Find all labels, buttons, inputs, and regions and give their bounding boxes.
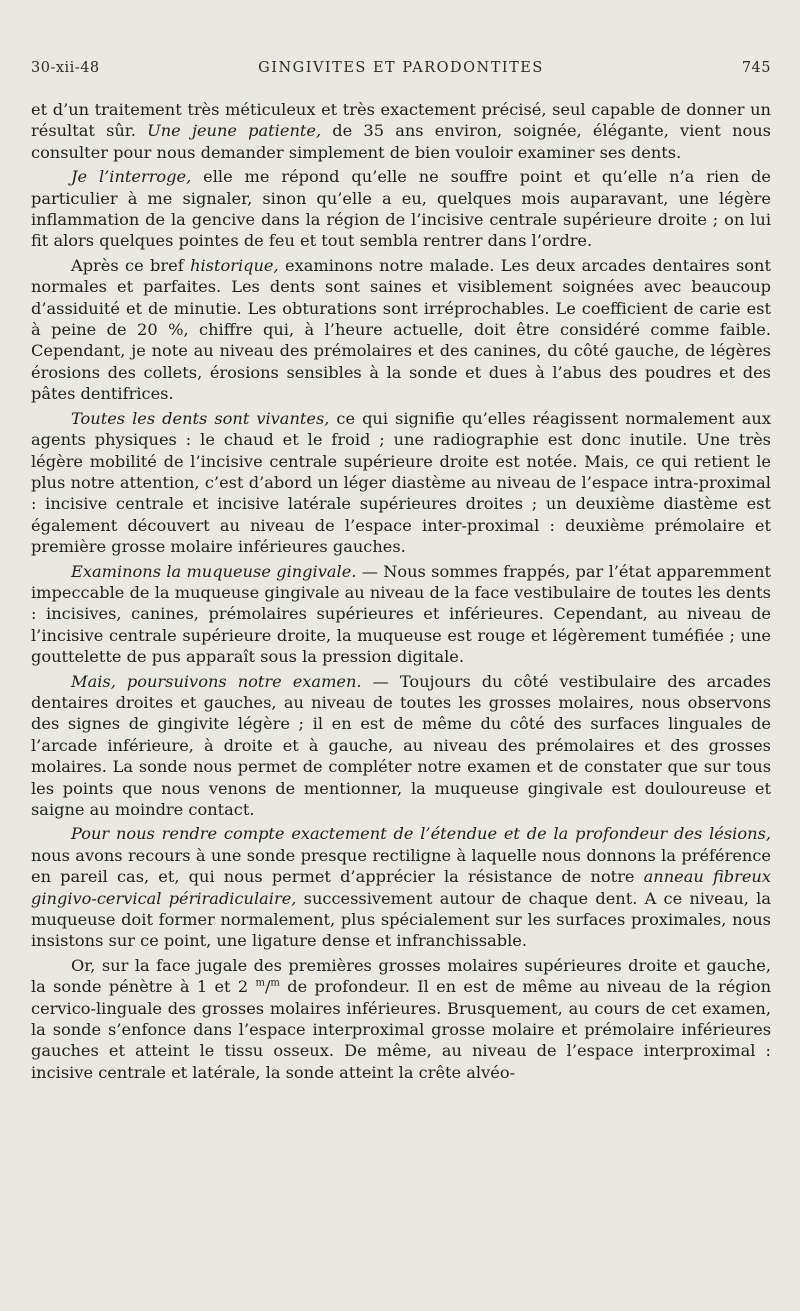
italic-phrase: Examinons la muqueuse gingivale.: [71, 561, 357, 581]
page-number: 745: [741, 60, 771, 76]
text-run: de 35 ans environ, soignée, élégante, vient nous consulter pour nous demander simplement de bien vouloir examiner ses dents.: [31, 121, 771, 162]
text-run: examinons notre malade. Les deux arcades dentaires sont normales et parfaites. Les dents sont saines et visiblement soignées avec beaucoup d’assiduité et de minutie. Les obturations sont irréprochables. Le coefficient de carie est à peine de 20 %, chiffre qui, à l’heure actuelle, doit être considéré comme faible. Cependant, je note au niveau des prémolaires et des canines, du côté gauche, de légères érosions des collets, érosions sensibles à la sonde et dues à l’abus des poudres et des pâtes dentifrices.: [31, 255, 771, 404]
italic-phrase: Une jeune patiente,: [147, 121, 322, 141]
article-body: [31, 99, 771, 1083]
text-run: elle me répond qu’elle ne souffre point et qu’elle n’a rien de particulier à me signaler, sinon qu’elle a eu, quelques mois auparavant, une légère inflammation de la gencive dans la région de l’incisive centrale supérieure droite ; on lui fit alors quelques pointes de feu et tout sembla rentrer dans l’ordre.: [31, 167, 771, 251]
text-run: ce qui signifie qu’elles réagissent normalement aux agents physiques : le chaud et le froid ; une radiographie est donc inutile. Une très légère mobilité de l’incisive centrale supérieure droite est notée. Mais, ce qui retient le plus notre attention, c’est d’abord un léger diastème au niveau de l’espace intra-proximal : incisive centrale et incisive latérale supérieures droites ; un deuxième diastème est également découvert au niveau de l’espace inter-proximal : deuxième prémolaire et première grosse molaire inférieures gauches.: [31, 408, 771, 557]
text-run: Après ce bref: [71, 255, 191, 275]
paragraph: [31, 823, 771, 951]
paragraph: [31, 955, 771, 1083]
paragraph: [31, 99, 771, 163]
paragraph: [31, 166, 771, 252]
paragraph: [31, 561, 771, 668]
text-run: Or, sur la face jugale des premières grosses molaires supérieures droite et gauche, la sonde pénètre à 1 et 2: [31, 955, 771, 997]
superscript: m: [255, 977, 265, 989]
superscript: m: [270, 977, 280, 989]
text-run: et d’un traitement très méticuleux et très exactement précisé, seul capable de donner un résultat sûr.: [31, 100, 771, 141]
italic-phrase: anneau fibreux gingivo-cervical périradiculaire,: [31, 867, 771, 908]
text-run: — Toujours du côté vestibulaire des arcades dentaires droites et gauches, au niveau de toutes les grosses molaires, nous observons des signes de gingivite légère ; il en est de même du côté des surfaces linguales de l’arcade inférieure, à droite et à gauche, au niveau des prémolaires et des grosses molaires. La sonde nous permet de compléter notre examen et de constater que sur tous les points que nous venons de mentionner, la muqueuse gingivale est douloureuse et saigne au moindre contact.: [31, 671, 772, 819]
issue-date: 30-xii-48: [31, 60, 100, 76]
text-run: successivement autour de chaque dent. A ce niveau, la muqueuse doit former normalement, plus spécialement sur les surfaces proximales, nous insistons sur ce point, une ligature dense et infranchissable.: [31, 888, 772, 951]
running-head: [31, 56, 771, 82]
paragraph: [31, 408, 771, 558]
paragraph: [31, 671, 771, 821]
italic-phrase: Mais, poursuivons notre examen.: [71, 671, 362, 691]
italic-phrase: historique,: [190, 255, 279, 275]
italic-phrase: Toutes les dents sont vivantes,: [71, 408, 330, 428]
text-run: /: [264, 977, 271, 997]
text-run: nous avons recours à une sonde presque rectiligne à laquelle nous donnons la préférence en pareil cas, et, qui nous permet d’apprécier la résistance de notre: [31, 845, 771, 887]
running-title: GINGIVITES ET PARODONTITES: [258, 60, 544, 76]
paragraph: [31, 255, 771, 405]
page: [31, 56, 771, 1086]
text-run: de profondeur. Il en est de même au niveau de la région cervico-linguale des grosses molaires inférieures. Brusquement, au cours de cet examen, la sonde s’enfonce dans l’espace interproximal grosse molaire et prémolaire inférieures gauches et atteint le tissu osseux. De même, au niveau de l’espace interproximal : incisive centrale et latérale, la sonde atteint la crête alvéo-: [31, 977, 771, 1082]
text-run: — Nous sommes frappés, par l’état apparemment impeccable de la muqueuse gingivale au niveau de la face vestibulaire de toutes les dents : incisives, canines, prémolaires supérieures et inférieures. Cependant, au niveau de l’incisive centrale supérieure droite, la muqueuse est rouge et légèrement tuméfiée ; une gouttelette de pus apparaît sous la pression digitale.: [31, 561, 771, 667]
italic-phrase: Je l’interroge,: [71, 167, 192, 187]
italic-phrase: Pour nous rendre compte exactement de l’étendue et de la profondeur des lésions,: [71, 824, 771, 844]
